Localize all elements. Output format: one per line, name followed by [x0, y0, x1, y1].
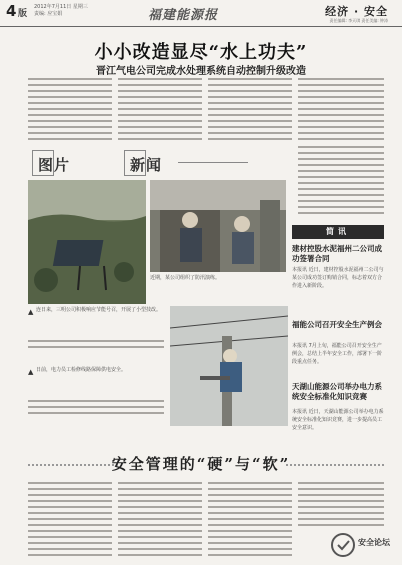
bottom-article-col1 [28, 482, 112, 562]
caption-marker-3: ▲ [28, 368, 34, 376]
issue-date: 2012年7月11日 星期三 [34, 4, 88, 10]
caption-3-extra [28, 400, 164, 424]
article-body-col3 [208, 78, 292, 144]
photo-news-title-right: 新闻 [130, 156, 163, 174]
safety-forum-logo-icon [330, 532, 356, 558]
sidebar-item-title-2: 福能公司召开安全生产例会 [292, 320, 382, 329]
bottom-article-col4 [298, 482, 384, 530]
sidebar-item-text-2: 本报讯 7月上旬，福能公司召开安全生产例会，总结上半年安全工作，部署下一阶段重点任务。 [292, 343, 383, 365]
sidebar-item-text-1: 本报讯 近日，建材控股水泥福州二公司与某公司成功签订购销合同，标志着双方合作进入新阶段。 [292, 267, 384, 289]
bottom-article-col3 [208, 482, 292, 562]
photo-solar-field [28, 180, 146, 304]
photo-workers [150, 180, 286, 272]
page-suffix: 版 [18, 9, 28, 19]
photo-news-title-left: 图片 [38, 156, 71, 174]
page-header [0, 0, 402, 27]
article-body-col1 [28, 78, 112, 144]
article-subtitle: 晋江气电公司完成水处理系统自动控制升级改造 [96, 66, 306, 77]
banner-title: 安全管理的“硬”与“软” [111, 455, 291, 473]
date-line [34, 4, 88, 18]
bottom-article-col2 [118, 482, 202, 562]
photo-news-heading [28, 148, 250, 178]
safety-forum-tag: 安全论坛 [358, 538, 390, 547]
photo-caption-3: 日前，电力员工检修线路保障供电安全。 [36, 367, 127, 373]
section-banner [0, 453, 402, 477]
article-body-col4 [298, 78, 384, 144]
editor-credit: 责编: 应宝娟 [34, 11, 63, 17]
article-title: 小小改造显尽“水上功夫” [94, 42, 308, 63]
editors-line: 责任编辑: 李天琪 责任美编: 钟涛 [329, 18, 388, 23]
article-body-col2 [118, 78, 202, 144]
photo-lineman [170, 306, 288, 426]
heading-rule [178, 162, 248, 163]
banner-dots-right [286, 464, 384, 466]
photo-caption-1: 连日来，三明公司积极响应节能号召，开展了小型技改。 [36, 307, 162, 313]
photo-caption-2: 近期，某公司组织了防汛演练。 [150, 275, 221, 281]
sidebar-item-title-3: 天湖山能源公司举办电力系统安全标准化知识竞赛 [292, 382, 382, 401]
sidebar-item-text-3: 本报讯 近日，天湖山能源公司举办电力系统安全标准化知识竞赛，进一步提高员工安全意识。 [292, 409, 384, 431]
sidebar-item-title-1: 建材控股水泥福州二公司成功签署合同 [292, 244, 382, 263]
section-title: 经济 · 安全 [325, 5, 388, 18]
masthead: 福建能源报 [148, 8, 219, 23]
page-number: 4 [6, 2, 17, 20]
article-body-col4b [298, 146, 384, 218]
caption-marker-1: ▲ [28, 308, 34, 316]
sidebar-heading: 简讯 [292, 225, 384, 239]
caption-1-extra [28, 340, 164, 354]
